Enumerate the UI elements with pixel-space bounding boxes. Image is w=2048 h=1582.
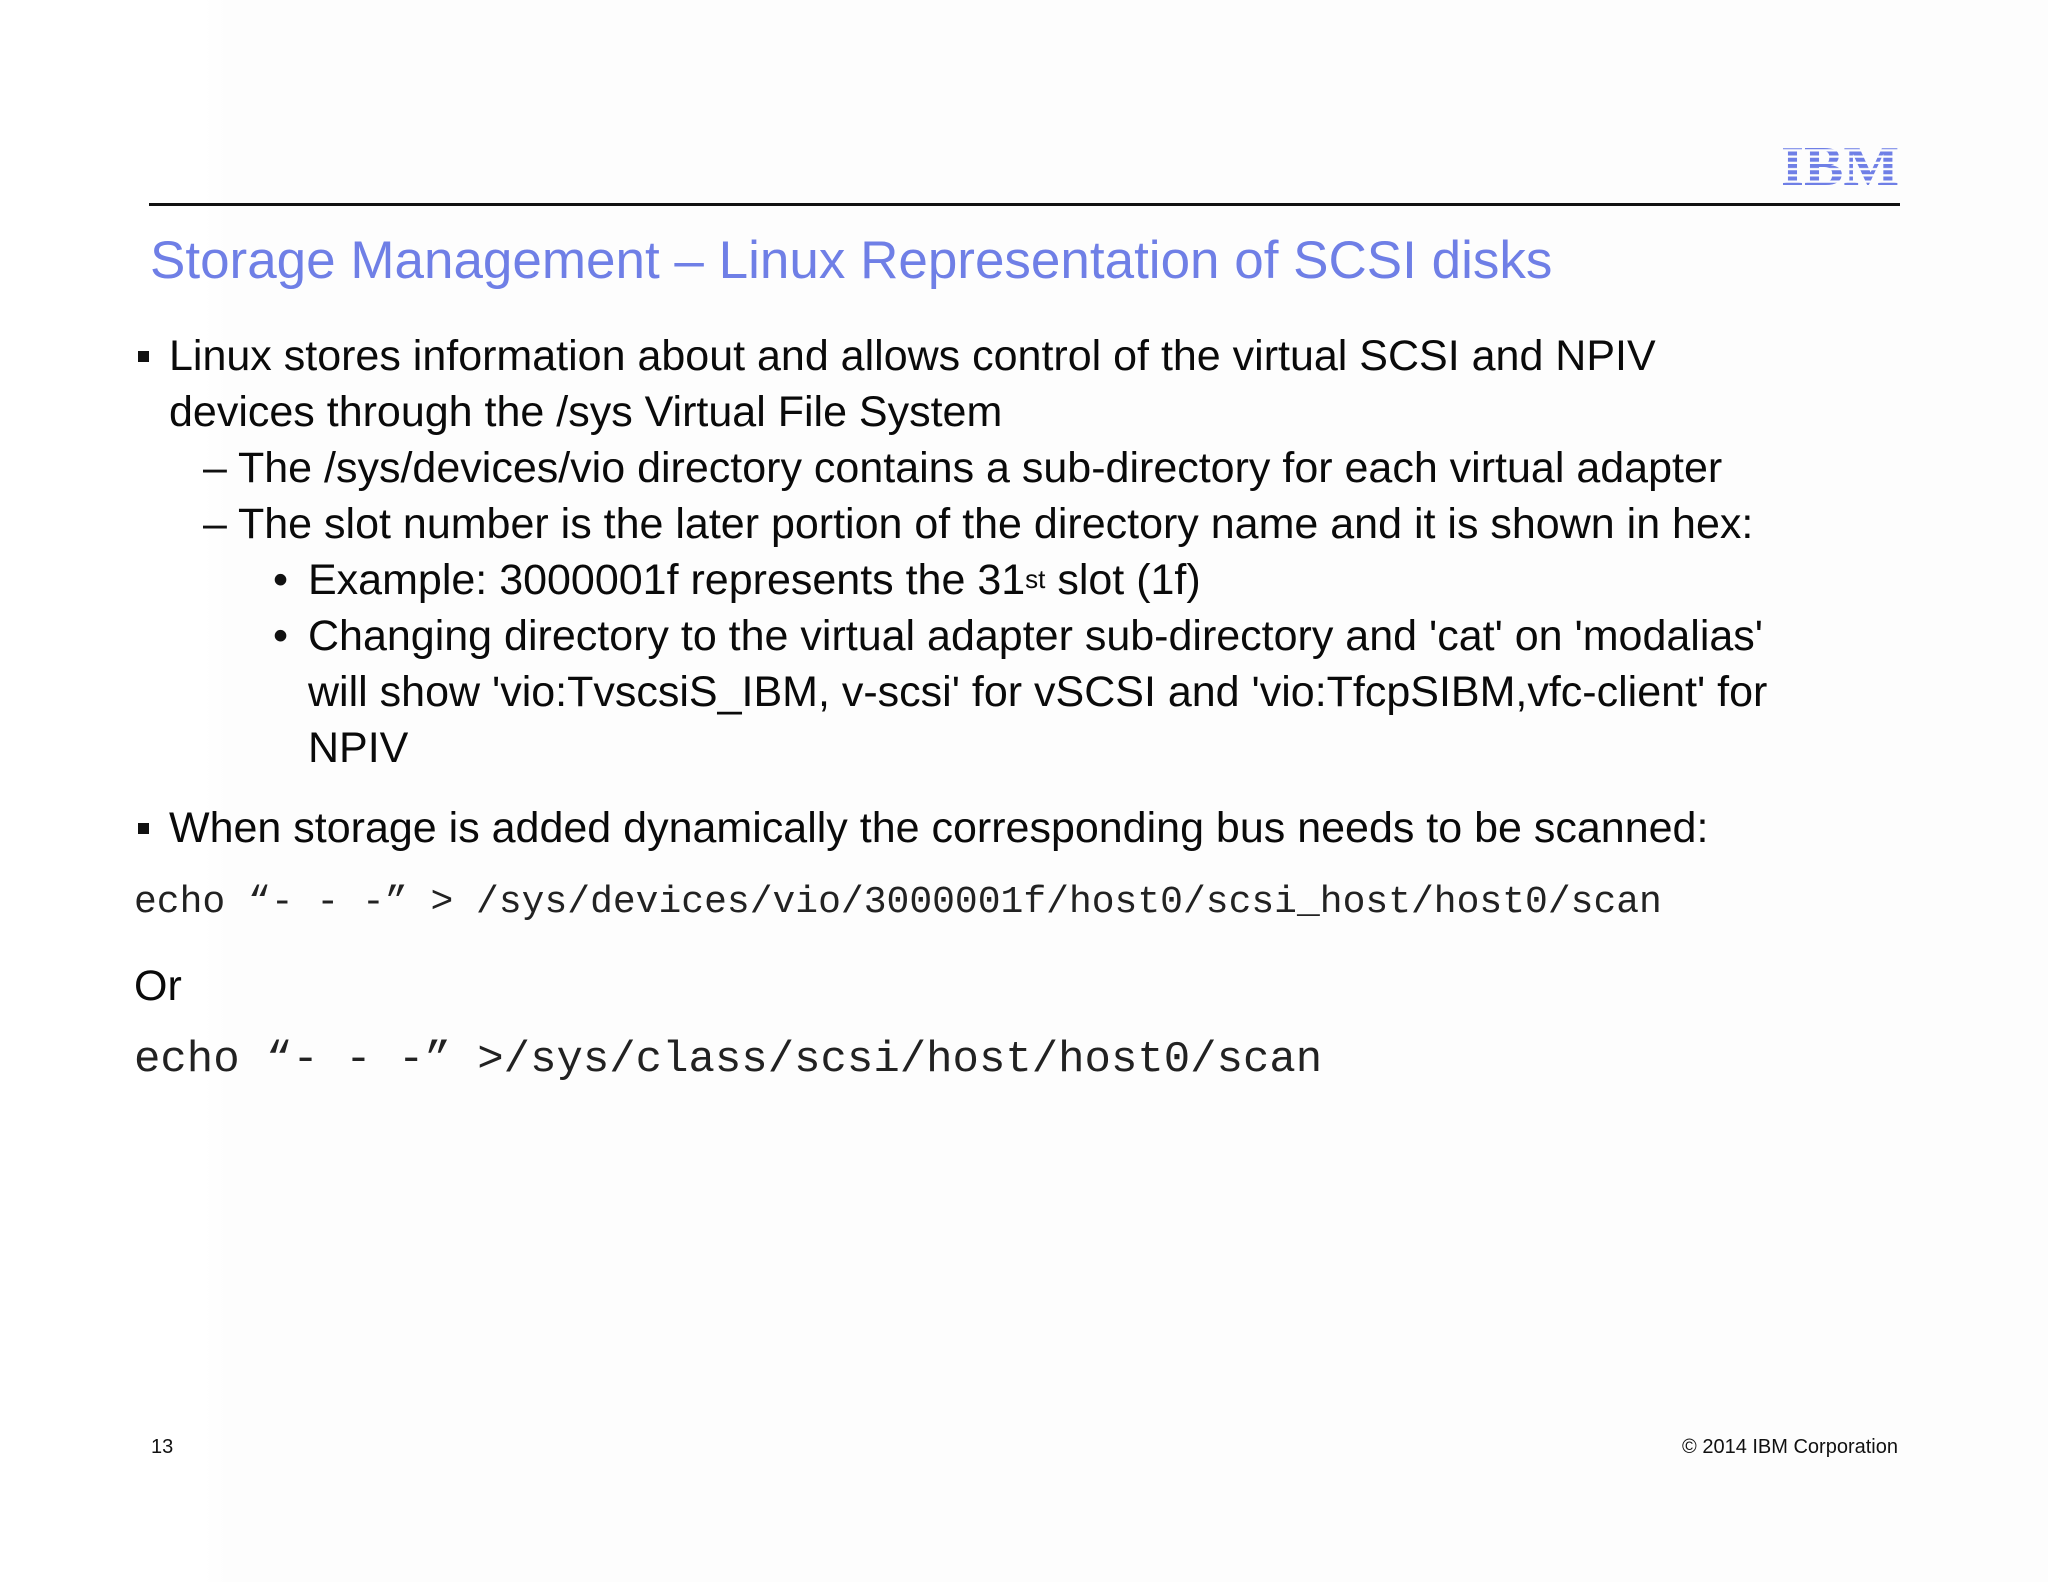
slide-title: Storage Management – Linux Representation of SCSI disks [150,231,1553,290]
header-rule [149,203,1900,206]
bullet-square-marker [138,351,149,362]
modalias-line-1: Changing directory to the virtual adapter sub-directory and 'cat' on 'modalias' [308,612,1764,660]
scan-command-2: echo “- - -” >/sys/class/scsi/host/host0/scan [134,1035,1323,1085]
ordinal-suffix: st [1025,564,1046,594]
dot-marker: • [273,612,289,660]
copyright: © 2014 IBM Corporation [1682,1436,1898,1458]
page-number: 13 [151,1436,174,1458]
modalias-line-2: will show 'vio:TvscsiS_IBM, v-scsi' for vSCSI and 'vio:TfcpSIBM,vfc-client' for [308,668,1768,716]
example-text: Example: 3000001f represents the 31 [308,556,1026,604]
bullet-2-bus-scan: When storage is added dynamically the corresponding bus needs to be scanned: [169,804,1709,852]
or-label: Or [134,962,182,1010]
dot-marker: • [273,556,289,604]
ibm-logo-text: IBM [1781,139,1899,189]
dash-marker: – [203,500,227,548]
bullet-square-marker [138,823,149,834]
ibm-logo [1780,139,1900,189]
scan-command-1: echo “- - -” > /sys/devices/vio/3000001f/host0/scsi_host/host0/scan [134,881,1662,924]
modalias-line-3: NPIV [308,724,409,772]
sub-bullet-slot-number: The slot number is the later portion of the directory name and it is shown in hex: [238,500,1754,548]
bullet-1-line-2: devices through the /sys Virtual File System [169,388,1003,436]
example-slot-line [308,552,1201,608]
sub-bullet-sys-devices-vio: The /sys/devices/vio directory contains a sub-directory for each virtual adapter [238,444,1723,492]
example-slot-text: slot (1f) [1045,556,1201,604]
bullet-1-line-1: Linux stores information about and allows control of the virtual SCSI and NPIV [169,332,1656,380]
dash-marker: – [203,444,227,492]
